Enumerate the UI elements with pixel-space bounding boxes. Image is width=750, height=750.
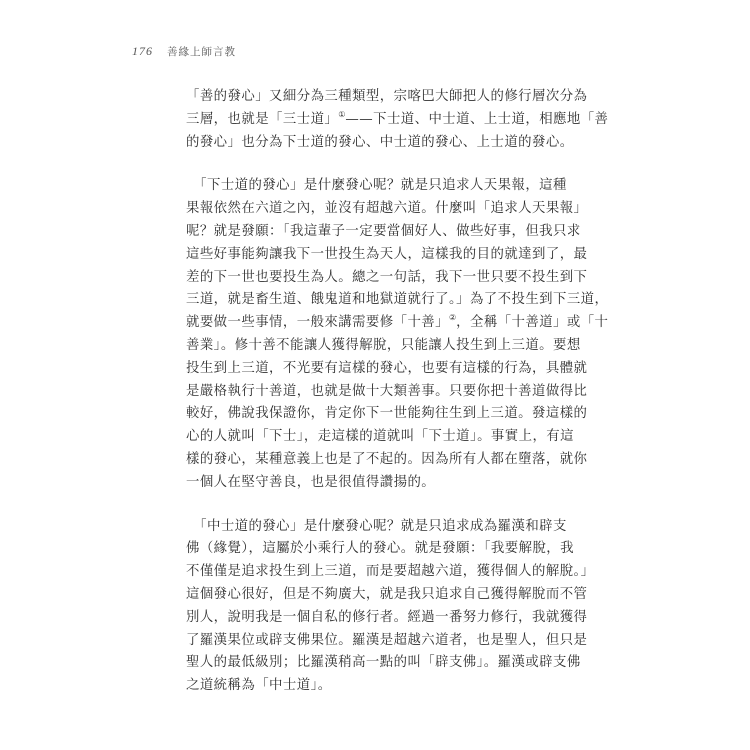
text-line: 差的下一世也要投生為人。總之一句話，我下一世只要不投生到下: [186, 269, 588, 285]
text-line: 心的人就叫「下士」，走這樣的道就叫「下士道」。事實上，有這: [186, 429, 574, 445]
footnote-marker: ②: [448, 313, 457, 323]
text-line: 這些好事能夠讓我下一世投生為天人，這樣我的目的就達到了，最: [186, 246, 588, 262]
paragraph: [186, 516, 595, 698]
text-segment: 三層，也就是「三士道」: [186, 111, 339, 127]
book-title: 善緣上師言教: [167, 46, 236, 58]
text-line: 善業」。修十善不能讓人獲得解脫，只能讓人投生到上三道。要想: [186, 337, 581, 353]
text-line: 一個人在堅守善良，也是很值得讚揚的。: [186, 474, 436, 490]
text-line: 「下士道的發心」是什麼發心呢？就是只追求人天果報，這種: [186, 178, 567, 194]
paragraph: [186, 175, 609, 494]
text-line: 果報依然在六道之內，並沒有超越六道。什麼叫「追求人天果報」: [186, 201, 588, 217]
text-line: 較好，佛說我保證你，肯定你下一世能夠往生到上三道。發這樣的: [186, 406, 588, 422]
text-line: 呢？就是發願：「我這輩子一定要當個好人、做些好事，但我只求: [186, 223, 581, 239]
text-line: 是嚴格執行十善道，也就是做十大類善事。只要你把十善道做得比: [186, 383, 588, 399]
footnote-marker: ①: [338, 109, 346, 119]
text-line: 這個發心很好，但是不夠廣大，就是我只追求自己獲得解脫而不管: [186, 586, 588, 602]
page-number: 176: [132, 44, 153, 58]
text-line: 之道統稱為「中士道」。: [186, 678, 332, 694]
text-segment: ——下士道、中士道、上士道，相應地「善: [345, 111, 609, 127]
text-line: 「善的發心」又細分為三種類型，宗喀巴大師把人的修行層次分為: [186, 89, 588, 104]
text-line: 「中士道的發心」是什麼發心呢？就是只追求成為羅漢和辟支: [186, 518, 567, 534]
text-line: [186, 109, 609, 132]
paragraph: [186, 86, 609, 154]
text-line: 的發心」也分為下士道的發心、中士道的發心、上士道的發心。: [186, 134, 574, 150]
text-line: 佛（緣覺），這屬於小乘行人的發心。就是發願：「我要解脫，我: [186, 541, 574, 557]
body-text: [186, 86, 609, 719]
text-line: 聖人的最低級別；比羅漢稍高一點的叫「辟支佛」。羅漢或辟支佛: [186, 655, 581, 671]
text-line: [186, 312, 609, 335]
text-segment: ，全稱「十善道」或「十: [456, 315, 609, 331]
running-head: [132, 44, 236, 59]
text-line: 別人，說明我是一個自私的修行者。經過一番努力修行，我就獲得: [186, 609, 588, 625]
text-line: 樣的發心，某種意義上也是了不起的。因為所有人都在墮落，就你: [186, 451, 588, 467]
text-line: 投生到上三道，不光要有這樣的發心，也要有這樣的行為，具體就: [186, 360, 588, 376]
text-line: 三道，就是畜生道、餓鬼道和地獄道就行了。」為了不投生到下三道，: [186, 292, 609, 308]
text-segment: 就要做一些事情，一般來講需要修「十善」: [186, 315, 449, 331]
text-line: 了羅漢果位或辟支佛果位。羅漢是超越六道者，也是聖人，但只是: [186, 632, 588, 648]
text-line: 不僅僅是追求投生到上三道，而是要超越六道，獲得個人的解脫。」: [186, 564, 595, 580]
